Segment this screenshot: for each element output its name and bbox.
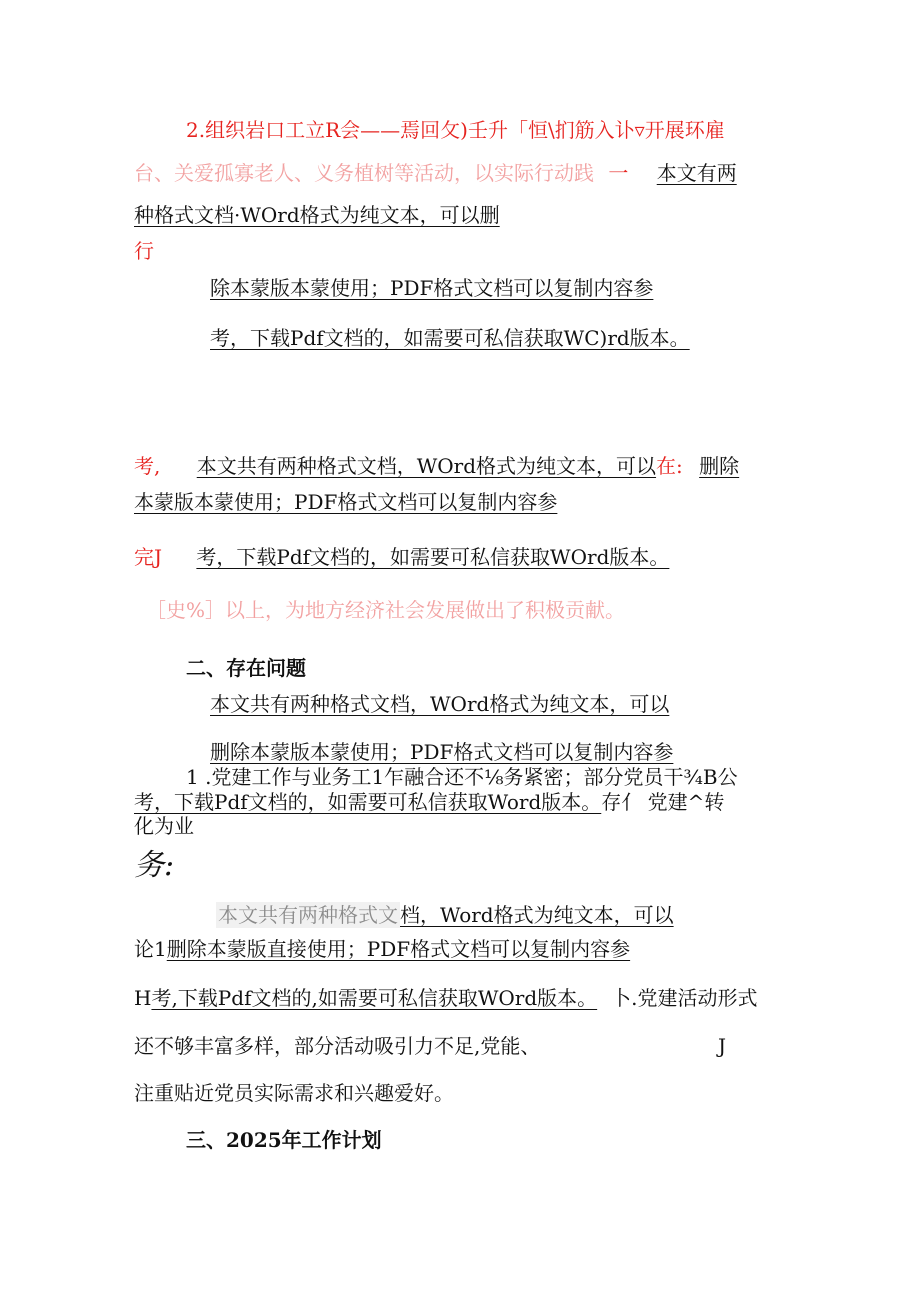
p1-line3-text: 种格式文档·WOrd格式为纯文本，可以删 bbox=[134, 203, 500, 227]
p3-line1-watermark: 本文共有两种格式文 bbox=[218, 903, 398, 927]
line-p2-4 bbox=[146, 597, 625, 623]
line-p1-6 bbox=[210, 325, 690, 351]
p3-line1-rest: 档，Word格式为纯文本，可以 bbox=[400, 903, 674, 927]
s2-line4-ul: 考，下载Pdf文档的，如需要可私信获取Word版本。 bbox=[134, 790, 602, 814]
line-p3-1 bbox=[216, 902, 674, 928]
s2-line2-text: 删除本蒙版本蒙使用；PDF格式文档可以复制内容参 bbox=[210, 740, 674, 764]
p2-line1-black2: 删除 bbox=[699, 454, 740, 478]
section-3-heading bbox=[186, 1127, 382, 1153]
p3-line3-tail: 卜.党建活动形式 bbox=[611, 986, 758, 1010]
p3-line2-prefix: 论1 bbox=[134, 937, 167, 961]
section-3-heading-text: 三、2025年工作计划 bbox=[186, 1128, 382, 1152]
p1-line2-pink: 台、关爱孤寡老人、义务植树等活动，以实际行动践 bbox=[134, 161, 594, 185]
line-s2-4 bbox=[134, 789, 724, 815]
s2-line5-text: 化为业 bbox=[134, 814, 194, 838]
p1-line2-dash: 一 bbox=[608, 161, 629, 185]
p3-line2-text: 删除本蒙版直接使用；PDF格式文档可以复制内容参 bbox=[166, 937, 631, 961]
p3-line4-j: J bbox=[718, 1034, 727, 1058]
p3-line4-text: 还不够丰富多样，部分活动吸引力不足,党能、 bbox=[134, 1034, 541, 1058]
line-p1-4 bbox=[134, 238, 154, 264]
section-2-heading-text: 二、存在问题 bbox=[186, 656, 306, 680]
line-p3-4-j bbox=[718, 1033, 726, 1059]
line-p3-3 bbox=[134, 985, 758, 1011]
s2-line1-text: 本文共有两种格式文档，WOrd格式为纯文本，可以 bbox=[210, 692, 670, 716]
line-s2-3 bbox=[186, 764, 738, 790]
p2-line1-black: 本文共有两种格式文档，WOrd格式为纯文本，可以 bbox=[196, 454, 657, 478]
p1-line4-text: 行 bbox=[134, 239, 154, 263]
p2-line1-red: 考, bbox=[134, 454, 161, 478]
p1-line6-text: 考，下载Pdf文档的，如需要可私信获取WC)rd版本。 bbox=[210, 326, 690, 350]
line-p3-5 bbox=[134, 1080, 454, 1106]
line-p1-3 bbox=[134, 202, 500, 228]
line-p2-1 bbox=[134, 453, 739, 479]
p2-line2-text: 本蒙版本蒙使用；PDF格式文档可以复制内容参 bbox=[134, 490, 558, 514]
line-p3-4 bbox=[134, 1033, 540, 1059]
line-p1-2 bbox=[134, 160, 737, 186]
section-2-heading bbox=[186, 655, 306, 681]
p2-line3-black: 考，下载Pdf文档的，如需要可私信获取WOrd版本。 bbox=[196, 545, 670, 569]
line-p1-5 bbox=[210, 275, 653, 301]
p2-line1-red2: 在: bbox=[656, 454, 683, 478]
line-p2-3 bbox=[134, 544, 669, 570]
p1-line2-black: 本文有两 bbox=[656, 161, 737, 185]
line-s2-1 bbox=[210, 691, 669, 717]
p3-line5-text: 注重贴近党员实际需求和兴趣爱好。 bbox=[134, 1081, 454, 1105]
s2-line3-text: 1 .党建工作与业务工1乍融合还不⅛务紧密；部分党员干¾B公 bbox=[186, 765, 738, 789]
line-s2-6 bbox=[134, 848, 174, 884]
line-s2-2 bbox=[210, 739, 673, 765]
line-p2-2 bbox=[134, 489, 557, 515]
p2-line3-red: 完J bbox=[134, 545, 163, 569]
line-s2-5 bbox=[134, 813, 194, 839]
line-p3-2 bbox=[134, 936, 630, 962]
p1-line1-text: 2.组织岩口工立R会——焉回攵)壬升「恒\扪筋入讣▿开展环雇 bbox=[186, 118, 725, 142]
p1-line5-text: 除本蒙版本蒙使用；PDF格式文档可以复制内容参 bbox=[210, 276, 654, 300]
p2-line4-text: ［史%］以上，为地方经济社会发展做出了积极贡献。 bbox=[146, 598, 626, 622]
s2-line4-tail: 存亻 党建^转 bbox=[601, 790, 725, 814]
p3-line3-prefix: H bbox=[134, 986, 152, 1010]
p3-line3-ul: 考,下载Pdf文档的,如需要可私信获取WOrd版本。 bbox=[151, 986, 598, 1010]
s2-line6-text: 务: bbox=[134, 848, 175, 883]
line-p1-1 bbox=[186, 117, 725, 143]
